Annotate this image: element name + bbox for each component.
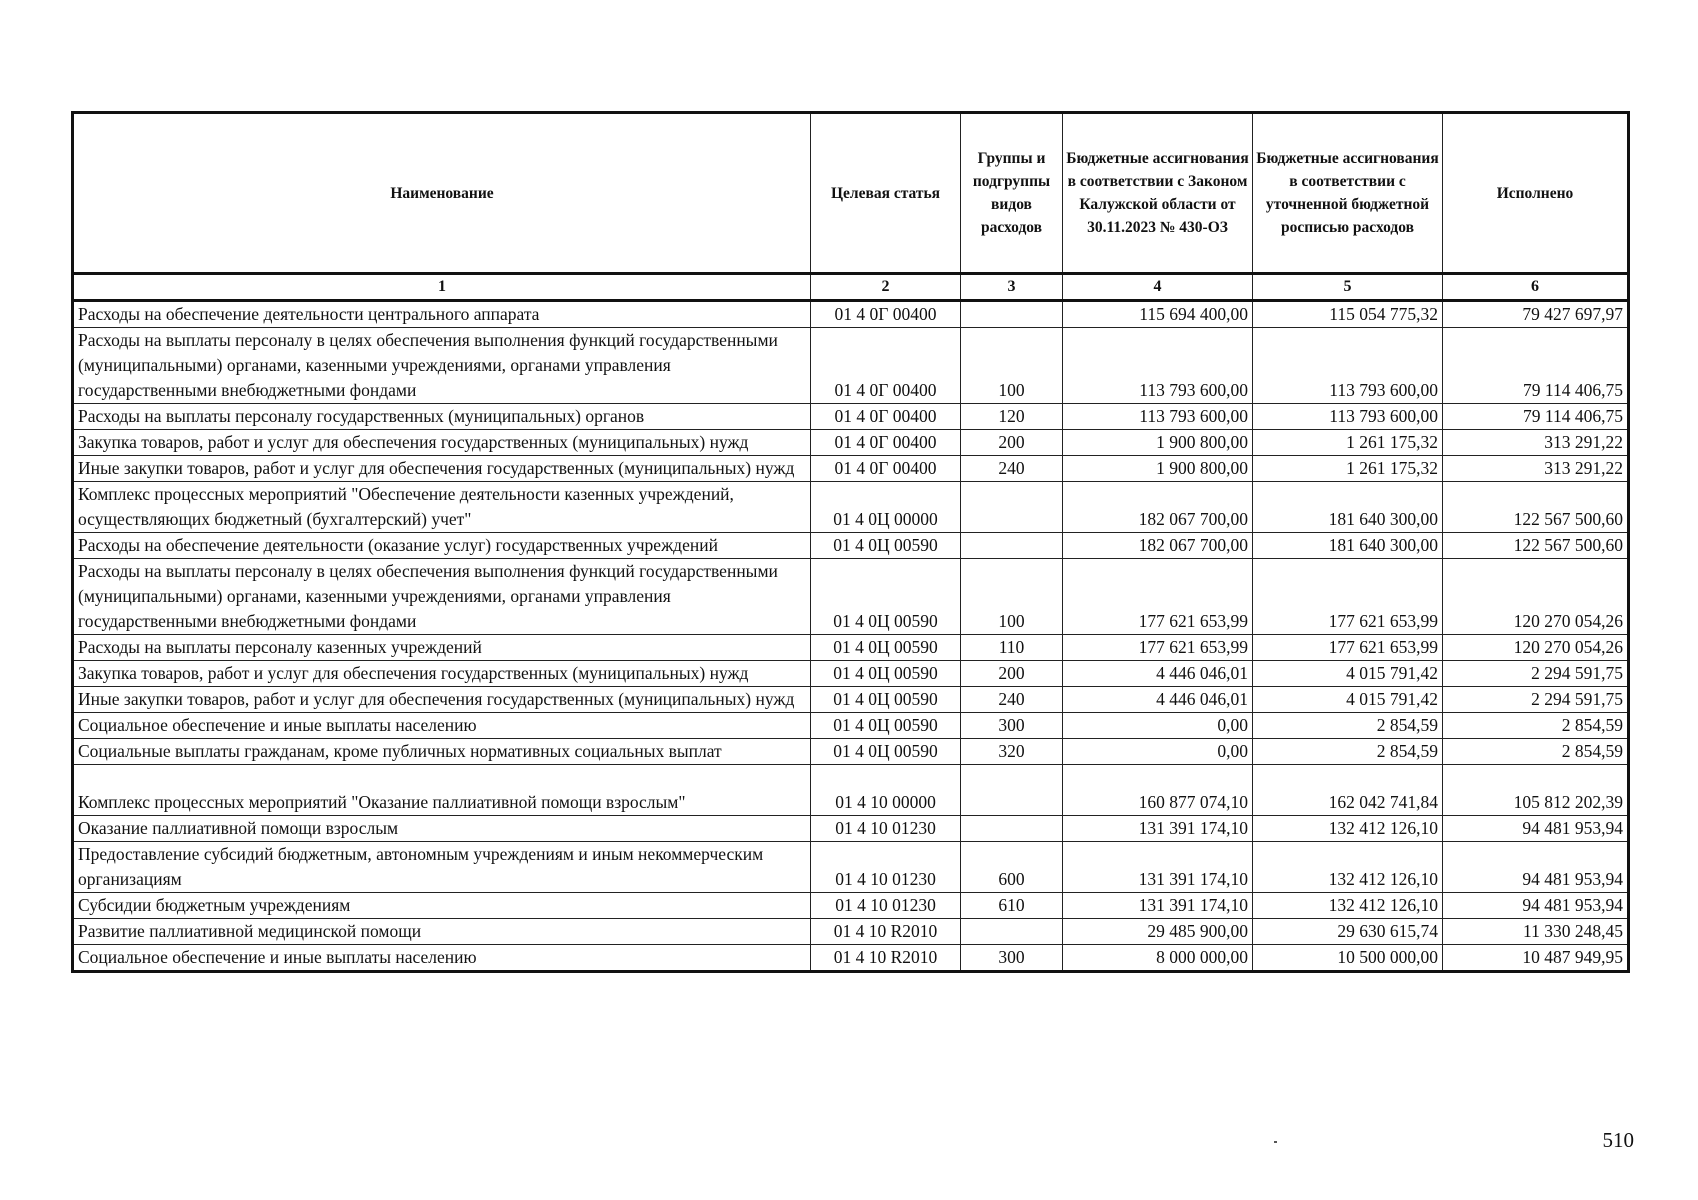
row-law: 113 793 600,00 [1063, 404, 1253, 430]
header-row [73, 113, 1629, 274]
row-law: 160 877 074,10 [1063, 765, 1253, 816]
row-name: Социальное обеспечение и иные выплаты населению [73, 713, 811, 739]
row-name: Расходы на обеспечение деятельности (оказание услуг) государственных учреждений [73, 533, 811, 559]
row-refined: 2 854,59 [1253, 713, 1443, 739]
row-group [961, 765, 1063, 816]
row-group: 600 [961, 842, 1063, 893]
row-group: 120 [961, 404, 1063, 430]
row-group [961, 482, 1063, 533]
header-law-allocation: Бюджетные ассигнования в соответствии с Законом Калужской области от 30.11.2023 № 430-ОЗ [1063, 113, 1253, 274]
row-code: 01 4 0Г 00400 [811, 456, 961, 482]
row-code: 01 4 0Ц 00590 [811, 533, 961, 559]
row-refined: 181 640 300,00 [1253, 533, 1443, 559]
row-executed: 2 294 591,75 [1443, 687, 1629, 713]
row-group: 100 [961, 328, 1063, 404]
table-row [73, 430, 1629, 456]
row-executed: 120 270 054,26 [1443, 559, 1629, 635]
table-row [73, 765, 1629, 816]
row-law: 4 446 046,01 [1063, 687, 1253, 713]
row-executed: 79 114 406,75 [1443, 404, 1629, 430]
row-executed: 11 330 248,45 [1443, 919, 1629, 945]
row-refined: 132 412 126,10 [1253, 842, 1443, 893]
row-group: 200 [961, 430, 1063, 456]
header-executed: Исполнено [1443, 113, 1629, 274]
budget-table [71, 111, 1630, 973]
table-row [73, 816, 1629, 842]
row-executed: 2 854,59 [1443, 713, 1629, 739]
row-group: 300 [961, 945, 1063, 972]
row-group: 300 [961, 713, 1063, 739]
row-law: 182 067 700,00 [1063, 482, 1253, 533]
row-law: 177 621 653,99 [1063, 559, 1253, 635]
row-executed: 10 487 949,95 [1443, 945, 1629, 972]
row-name: Комплекс процессных мероприятий "Оказание паллиативной помощи взрослым" [73, 765, 811, 816]
row-law: 29 485 900,00 [1063, 919, 1253, 945]
column-number: 5 [1253, 274, 1443, 301]
table-row [73, 533, 1629, 559]
row-executed: 79 427 697,97 [1443, 301, 1629, 328]
row-name: Субсидии бюджетным учреждениям [73, 893, 811, 919]
row-name: Закупка товаров, работ и услуг для обеспечения государственных (муниципальных) нужд [73, 430, 811, 456]
row-refined: 115 054 775,32 [1253, 301, 1443, 328]
row-executed: 94 481 953,94 [1443, 893, 1629, 919]
row-group: 240 [961, 687, 1063, 713]
row-code: 01 4 10 R2010 [811, 919, 961, 945]
row-code: 01 4 0Ц 00590 [811, 713, 961, 739]
row-name: Комплекс процессных мероприятий "Обеспечение деятельности казенных учреждений, осуществляющих бюджетный (бухгалтерский) учет" [73, 482, 811, 533]
row-refined: 162 042 741,84 [1253, 765, 1443, 816]
column-number-row [73, 274, 1629, 301]
scan-speck [1274, 1141, 1277, 1143]
table-row [73, 687, 1629, 713]
row-name: Закупка товаров, работ и услуг для обеспечения государственных (муниципальных) нужд [73, 661, 811, 687]
row-refined: 4 015 791,42 [1253, 687, 1443, 713]
row-code: 01 4 0Г 00400 [811, 301, 961, 328]
row-refined: 4 015 791,42 [1253, 661, 1443, 687]
header-name: Наименование [73, 113, 811, 274]
row-name: Иные закупки товаров, работ и услуг для обеспечения государственных (муниципальных) нужд [73, 456, 811, 482]
row-code: 01 4 10 00000 [811, 765, 961, 816]
row-code: 01 4 10 01230 [811, 893, 961, 919]
row-refined: 181 640 300,00 [1253, 482, 1443, 533]
table-row [73, 482, 1629, 533]
row-refined: 113 793 600,00 [1253, 404, 1443, 430]
table-row [73, 635, 1629, 661]
row-law: 4 446 046,01 [1063, 661, 1253, 687]
table-row [73, 301, 1629, 328]
row-code: 01 4 10 R2010 [811, 945, 961, 972]
row-name: Расходы на выплаты персоналу в целях обеспечения выполнения функций государственными (муниципальными) органами, казенными учреждениями, органами управления государственными внебюджетными фондами [73, 559, 811, 635]
row-group: 240 [961, 456, 1063, 482]
table-row [73, 739, 1629, 765]
row-law: 0,00 [1063, 713, 1253, 739]
row-refined: 113 793 600,00 [1253, 328, 1443, 404]
table-row [73, 328, 1629, 404]
row-refined: 1 261 175,32 [1253, 456, 1443, 482]
table-row [73, 919, 1629, 945]
row-group [961, 301, 1063, 328]
row-law: 8 000 000,00 [1063, 945, 1253, 972]
row-law: 1 900 800,00 [1063, 456, 1253, 482]
row-code: 01 4 0Ц 00590 [811, 739, 961, 765]
row-law: 131 391 174,10 [1063, 842, 1253, 893]
row-name: Предоставление субсидий бюджетным, автономным учреждениям и иным некоммерческим организациям [73, 842, 811, 893]
table-row [73, 713, 1629, 739]
column-number: 2 [811, 274, 961, 301]
table-row [73, 661, 1629, 687]
row-executed: 122 567 500,60 [1443, 533, 1629, 559]
table-row [73, 945, 1629, 972]
table-row [73, 559, 1629, 635]
row-refined: 29 630 615,74 [1253, 919, 1443, 945]
row-code: 01 4 0Ц 00590 [811, 559, 961, 635]
row-refined: 1 261 175,32 [1253, 430, 1443, 456]
table-row [73, 456, 1629, 482]
row-executed: 313 291,22 [1443, 456, 1629, 482]
row-group: 100 [961, 559, 1063, 635]
row-executed: 2 294 591,75 [1443, 661, 1629, 687]
row-refined: 132 412 126,10 [1253, 893, 1443, 919]
header-target-article: Целевая статья [811, 113, 961, 274]
row-code: 01 4 0Ц 00590 [811, 661, 961, 687]
row-executed: 94 481 953,94 [1443, 816, 1629, 842]
page-number: 510 [1602, 1128, 1634, 1152]
row-group [961, 816, 1063, 842]
row-code: 01 4 0Г 00400 [811, 328, 961, 404]
column-number: 4 [1063, 274, 1253, 301]
row-group [961, 919, 1063, 945]
header-expense-group: Группы и подгруппы видов расходов [961, 113, 1063, 274]
row-executed: 2 854,59 [1443, 739, 1629, 765]
row-law: 131 391 174,10 [1063, 816, 1253, 842]
column-number: 6 [1443, 274, 1629, 301]
row-group: 610 [961, 893, 1063, 919]
row-code: 01 4 0Г 00400 [811, 404, 961, 430]
row-code: 01 4 0Г 00400 [811, 430, 961, 456]
table-row [73, 842, 1629, 893]
row-group: 110 [961, 635, 1063, 661]
row-group [961, 533, 1063, 559]
row-name: Социальное обеспечение и иные выплаты населению [73, 945, 811, 972]
row-code: 01 4 0Ц 00590 [811, 635, 961, 661]
column-number: 1 [73, 274, 811, 301]
row-law: 131 391 174,10 [1063, 893, 1253, 919]
row-name: Расходы на выплаты персоналу казенных учреждений [73, 635, 811, 661]
row-code: 01 4 10 01230 [811, 842, 961, 893]
header-refined-allocation: Бюджетные ассигнования в соответствии с уточненной бюджетной росписью расходов [1253, 113, 1443, 274]
row-executed: 79 114 406,75 [1443, 328, 1629, 404]
row-law: 0,00 [1063, 739, 1253, 765]
row-refined: 132 412 126,10 [1253, 816, 1443, 842]
row-law: 113 793 600,00 [1063, 328, 1253, 404]
row-law: 115 694 400,00 [1063, 301, 1253, 328]
row-name: Расходы на обеспечение деятельности центрального аппарата [73, 301, 811, 328]
row-code: 01 4 0Ц 00000 [811, 482, 961, 533]
row-refined: 10 500 000,00 [1253, 945, 1443, 972]
row-executed: 120 270 054,26 [1443, 635, 1629, 661]
row-name: Развитие паллиативной медицинской помощи [73, 919, 811, 945]
row-law: 182 067 700,00 [1063, 533, 1253, 559]
column-number: 3 [961, 274, 1063, 301]
row-name: Расходы на выплаты персоналу в целях обеспечения выполнения функций государственными (муниципальными) органами, казенными учреждениями, органами управления государственными внебюджетными фондами [73, 328, 811, 404]
row-code: 01 4 0Ц 00590 [811, 687, 961, 713]
row-group: 320 [961, 739, 1063, 765]
row-law: 177 621 653,99 [1063, 635, 1253, 661]
table-body [73, 301, 1629, 972]
row-executed: 94 481 953,94 [1443, 842, 1629, 893]
row-name: Расходы на выплаты персоналу государственных (муниципальных) органов [73, 404, 811, 430]
row-refined: 177 621 653,99 [1253, 635, 1443, 661]
row-code: 01 4 10 01230 [811, 816, 961, 842]
row-executed: 122 567 500,60 [1443, 482, 1629, 533]
row-executed: 105 812 202,39 [1443, 765, 1629, 816]
table-row [73, 893, 1629, 919]
row-group: 200 [961, 661, 1063, 687]
table-row [73, 404, 1629, 430]
row-name: Оказание паллиативной помощи взрослым [73, 816, 811, 842]
row-name: Иные закупки товаров, работ и услуг для обеспечения государственных (муниципальных) нужд [73, 687, 811, 713]
row-refined: 177 621 653,99 [1253, 559, 1443, 635]
row-executed: 313 291,22 [1443, 430, 1629, 456]
row-name: Социальные выплаты гражданам, кроме публичных нормативных социальных выплат [73, 739, 811, 765]
row-law: 1 900 800,00 [1063, 430, 1253, 456]
row-refined: 2 854,59 [1253, 739, 1443, 765]
